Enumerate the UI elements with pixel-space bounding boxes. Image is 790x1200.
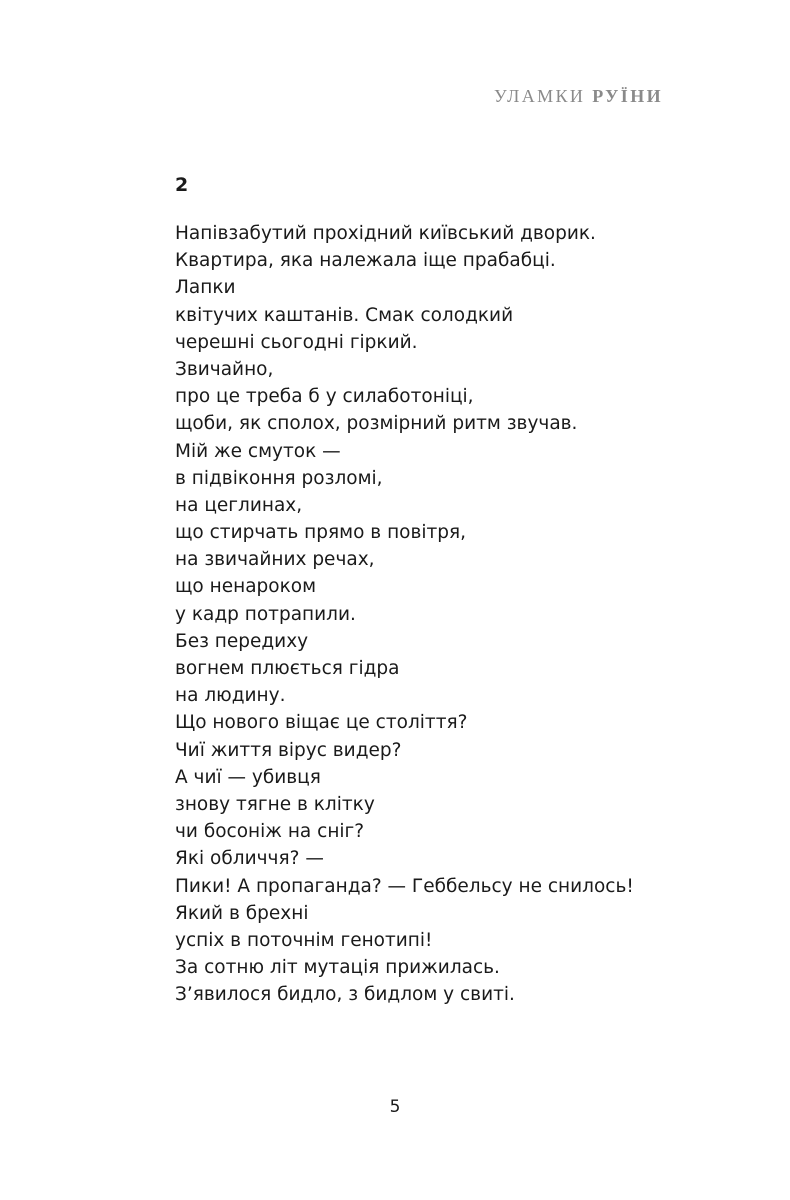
section-number: 2 [175,174,189,196]
poem-line: Чиї життя вірус видер? [175,739,402,761]
poem-line: знову тягне в клітку [175,793,375,815]
poem-line: що ненароком [175,576,317,598]
page-number: 5 [389,1097,401,1117]
poem-line: Що нового віщає це століття? [175,712,468,734]
poem-line: чи босоніж на сніг? [175,821,365,843]
running-head [494,86,663,107]
running-head-part1: УЛАМКИ [493,86,586,106]
poem-line: Без передиху [175,630,309,652]
poem-line: Мій же смуток — [175,440,341,462]
running-head-part2: РУЇНИ [592,86,663,106]
poem-line: в підвіконня розломі, [175,467,383,489]
poem-line: щоби, як сполох, розмірний ритм звучав. [175,413,578,435]
poem-line: А чиї — убивця [175,766,321,788]
poem-line: Звичайно, [175,358,274,380]
poem-line: вогнем плюється гідра [175,658,400,679]
poem-line: у кадр потрапили. [175,603,356,625]
poem-body [175,220,645,1008]
poem-line: За сотню літ мутація прижилась. [175,957,500,979]
poem-line: на звичайних речах, [175,549,375,571]
poem-line: Квартира, яка належала іще прабабці. [175,250,556,272]
poem-line: про це треба б у силаботоніці, [175,386,474,408]
poem-line: Які обличчя? — [175,848,324,870]
poem-line: що стирчать прямо в повітря, [175,522,467,544]
poem-line: Пики! А пропаганда? — Геббельсу не снилось! [175,875,634,897]
poem-line: черешні сьогодні гіркий. [175,331,418,353]
poem-line: на цеглинах, [175,494,303,516]
poem-line: Напівзабутий прохідний київський дворик. [175,223,596,244]
poem-line: на людину. [175,685,286,707]
poem-line: З’явилося бидло, з бидлом у свиті. [175,984,515,1006]
poem-line: успіх в поточнім генотипі! [175,929,433,951]
poem-line: Який в брехні [175,902,309,924]
poem-line: Лапки [175,277,236,299]
poem-line: квітучих каштанів. Смак солодкий [175,304,514,326]
